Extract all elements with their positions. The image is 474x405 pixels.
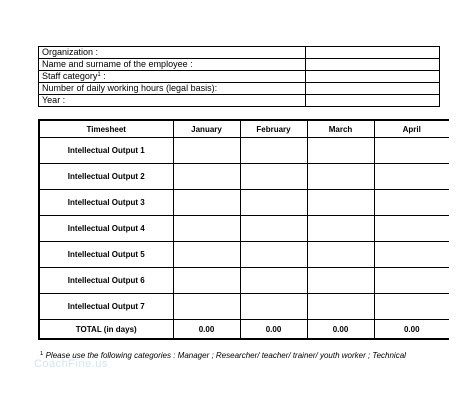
cell-january[interactable] [173,216,240,242]
info-value-working-hours[interactable] [306,83,440,95]
table-row [39,138,449,164]
row-label: Intellectual Output 3 [39,190,173,216]
info-value-staff-category[interactable] [306,71,440,83]
cell-january[interactable] [173,242,240,268]
total-row [39,320,449,340]
row-label: Intellectual Output 5 [39,242,173,268]
header-april: April [374,120,449,138]
header-timesheet: Timesheet [39,120,173,138]
table-row [39,242,449,268]
cell-march[interactable] [307,190,374,216]
info-label-year: Year : [39,95,306,107]
table-row [39,294,449,320]
cell-april[interactable] [374,138,449,164]
info-label-working-hours: Number of daily working hours (legal basis): [39,83,306,95]
table-row [39,216,449,242]
table-row [39,190,449,216]
cell-april[interactable] [374,294,449,320]
cell-march[interactable] [307,268,374,294]
header-february: February [240,120,307,138]
header-january: January [173,120,240,138]
timesheet-table [38,119,449,340]
table-row [39,164,449,190]
info-row-name [39,59,440,71]
cell-january[interactable] [173,138,240,164]
cell-march[interactable] [307,242,374,268]
cell-april[interactable] [374,164,449,190]
info-label-name: Name and surname of the employee : [39,59,306,71]
info-value-year[interactable] [306,95,440,107]
cell-march[interactable] [307,138,374,164]
total-february: 0.00 [240,320,307,340]
cell-february[interactable] [240,164,307,190]
row-label: Intellectual Output 2 [39,164,173,190]
cell-february[interactable] [240,294,307,320]
row-label: Intellectual Output 1 [39,138,173,164]
total-april: 0.00 [374,320,449,340]
cell-february[interactable] [240,216,307,242]
cell-january[interactable] [173,294,240,320]
table-row [39,268,449,294]
cell-january[interactable] [173,190,240,216]
cell-january[interactable] [173,164,240,190]
info-row-organization [39,47,440,59]
staff-category-colon: : [100,71,106,81]
watermark: CoachFine.us [34,358,108,370]
total-label: TOTAL (in days) [39,320,173,340]
cell-april[interactable] [374,268,449,294]
cell-april[interactable] [374,216,449,242]
info-label-staff-category [39,71,306,83]
info-value-name[interactable] [306,59,440,71]
cell-march[interactable] [307,164,374,190]
info-value-organization[interactable] [306,47,440,59]
info-row-year [39,95,440,107]
row-label: Intellectual Output 6 [39,268,173,294]
header-march: March [307,120,374,138]
employee-info-table [38,46,440,107]
cell-april[interactable] [374,190,449,216]
cell-january[interactable] [173,268,240,294]
staff-category-text: Staff category [42,71,98,81]
footnote-number: 1 [40,351,44,357]
info-row-working-hours [39,83,440,95]
footnote-marker: 1 [97,72,101,78]
row-label: Intellectual Output 7 [39,294,173,320]
info-row-staff-category [39,71,440,83]
cell-february[interactable] [240,190,307,216]
cell-february[interactable] [240,268,307,294]
info-label-organization: Organization : [39,47,306,59]
cell-february[interactable] [240,242,307,268]
footnote-text: Please use the following categories : Manager ; Researcher/ teacher/ trainer/ youth worker ; Technical [45,351,406,360]
cell-february[interactable] [240,138,307,164]
row-label: Intellectual Output 4 [39,216,173,242]
cell-march[interactable] [307,294,374,320]
cell-april[interactable] [374,242,449,268]
total-march: 0.00 [307,320,374,340]
total-january: 0.00 [173,320,240,340]
cell-march[interactable] [307,216,374,242]
timesheet-header-row [39,120,449,138]
